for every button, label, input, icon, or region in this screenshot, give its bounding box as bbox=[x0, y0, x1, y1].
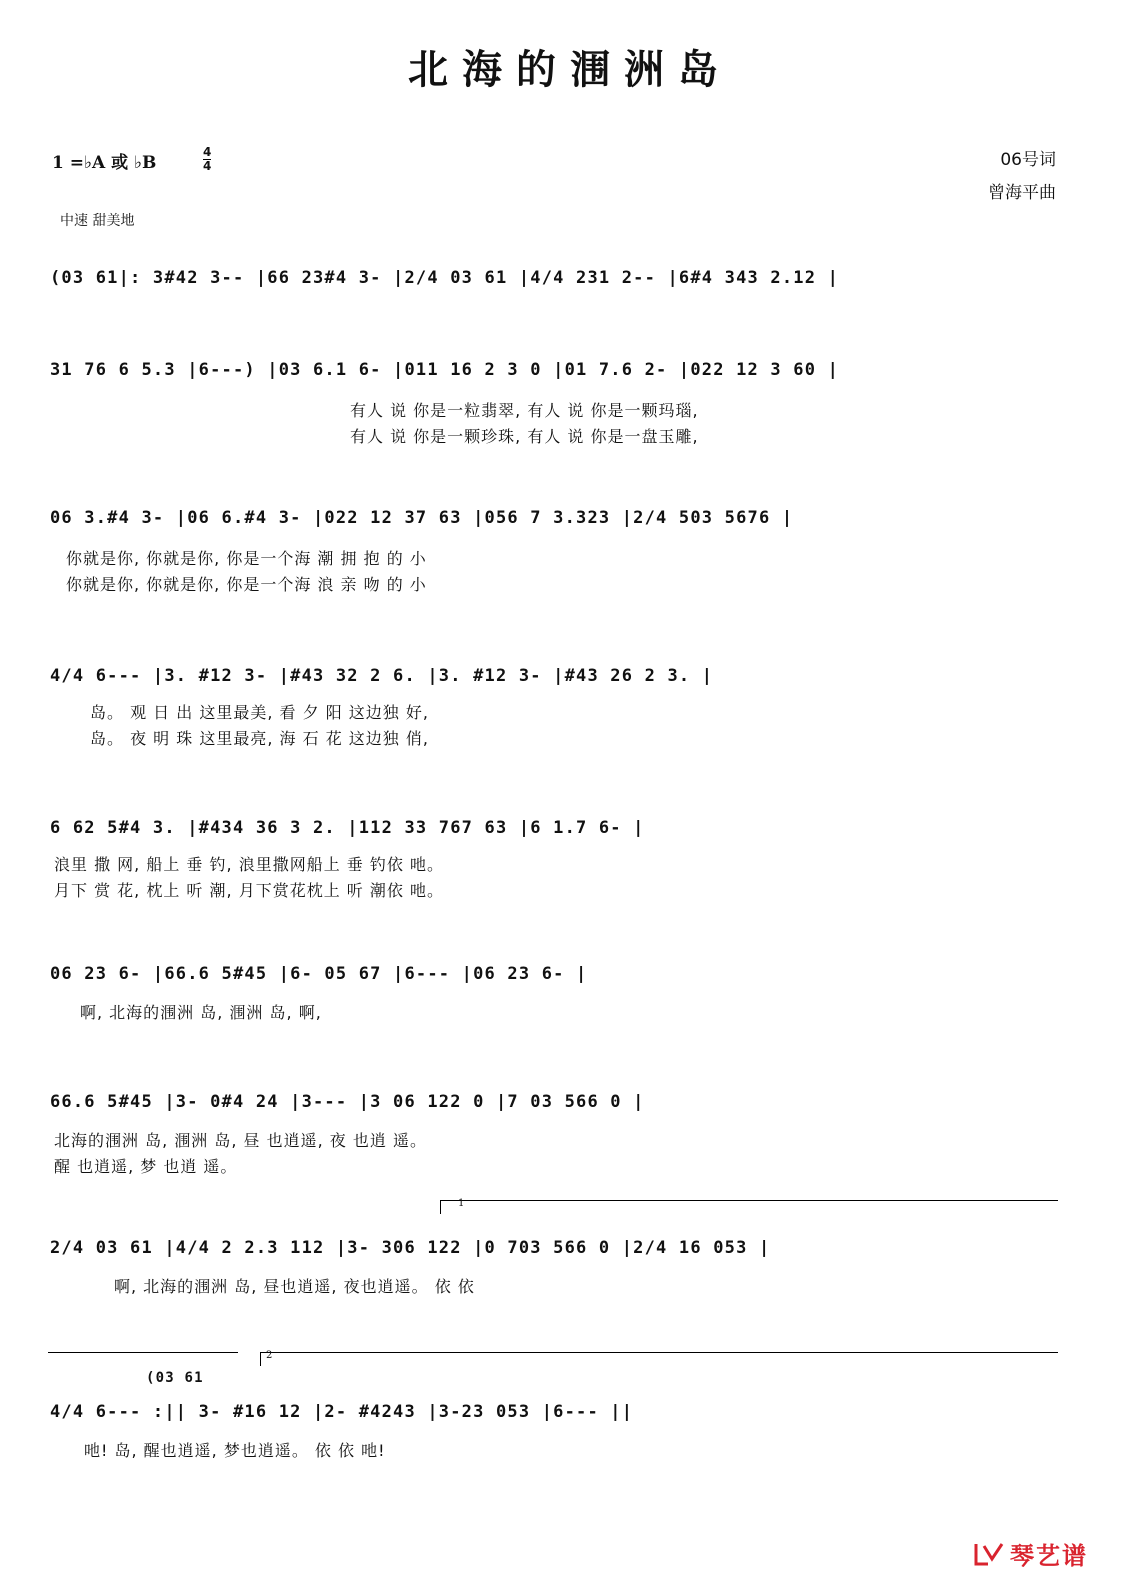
key-signature: 1 =♭A 或 ♭B bbox=[52, 153, 157, 173]
notation-line: 4/4 6--- |3. #12 3- |#43 32 2 6. |3. #12 3- |#43 26 2 3. | bbox=[50, 666, 714, 686]
lyric-verse-1: 啊, 北海的涠洲 岛, 昼也逍遥, 夜也逍遥。 依 依 bbox=[114, 1277, 475, 1296]
second-ending-bracket-tick bbox=[260, 1352, 261, 1366]
first-ending-label: 1 bbox=[458, 1198, 465, 1209]
qinyipu-logo-icon bbox=[974, 1541, 1004, 1567]
page-title: 北海的涠洲岛 bbox=[408, 47, 732, 93]
composer-credit: 曾海平曲 bbox=[988, 183, 1056, 203]
lyric-verse-1: 浪里 撒 网, 船上 垂 钓, 浪里撒网船上 垂 钓依 吔。 bbox=[54, 855, 444, 874]
lyric-verse-1: 北海的涠洲 岛, 涠洲 岛, 昼 也逍遥, 夜 也逍 遥。 bbox=[54, 1131, 427, 1150]
notation-line: 06 3.#4 3- |06 6.#4 3- |022 12 37 63 |056 7 3.323 |2/4 503 5676 | bbox=[50, 508, 794, 528]
lyric-verse-1: 吔! 岛, 醒也逍遥, 梦也逍遥。 依 依 吔! bbox=[84, 1441, 386, 1460]
lyric-verse-2: 你就是你, 你就是你, 你是一个海 浪 亲 吻 的 小 bbox=[66, 575, 427, 594]
lyric-verse-2: 岛。 夜 明 珠 这里最亮, 海 石 花 这边独 俏, bbox=[90, 729, 429, 748]
notation-line: 66.6 5#45 |3- 0#4 24 |3--- |3 06 122 0 |7 03 566 0 | bbox=[50, 1092, 645, 1112]
lyricist-credit: 06号词 bbox=[1000, 150, 1056, 170]
lyric-verse-1: 啊, 北海的涠洲 岛, 涠洲 岛, 啊, bbox=[80, 1003, 322, 1022]
notation-line: 6 62 5#4 3. |#434 36 3 2. |112 33 767 63 |6 1.7 6- | bbox=[50, 818, 645, 838]
time-signature-bottom: 4 bbox=[203, 159, 212, 173]
lyric-verse-1: 有人 说 你是一粒翡翠, 有人 说 你是一颗玛瑙, bbox=[350, 401, 699, 420]
notation-line: 06 23 6- |66.6 5#45 |6- 05 67 |6--- |06 23 6- | bbox=[50, 964, 588, 984]
notation-line: 4/4 6--- :|| 3- #16 12 |2- #4243 |3-23 053 |6--- || bbox=[50, 1402, 634, 1422]
qinyipu-logo bbox=[974, 1536, 1088, 1571]
notation-line: 31 76 6 5.3 |6---) |03 6.1 6- |011 16 2 3 0 |01 7.6 2- |022 12 3 60 | bbox=[50, 360, 840, 380]
second-ending-bracket bbox=[260, 1352, 1058, 1353]
lyric-verse-2: 醒 也逍遥, 梦 也逍 遥。 bbox=[54, 1157, 238, 1176]
notation-line: 2/4 03 61 |4/4 2 2.3 112 |3- 306 122 |0 703 566 0 |2/4 16 053 | bbox=[50, 1238, 771, 1258]
lyric-verse-2: 有人 说 你是一颗珍珠, 有人 说 你是一盘玉雕, bbox=[350, 427, 699, 446]
notation-line: (03 61|: 3#42 3-- |66 23#4 3- |2/4 03 61 |4/4 231 2-- |6#4 343 2.12 | bbox=[50, 268, 840, 288]
logo-text: 琴艺谱 bbox=[1010, 1542, 1088, 1570]
lyric-verse-1: 你就是你, 你就是你, 你是一个海 潮 拥 抱 的 小 bbox=[66, 549, 427, 568]
time-signature bbox=[203, 146, 211, 173]
lyric-verse-1: 岛。 观 日 出 这里最美, 看 夕 阳 这边独 好, bbox=[90, 703, 429, 722]
second-ending-label: 2 bbox=[266, 1350, 273, 1361]
time-signature-top: 4 bbox=[203, 145, 212, 159]
first-ending-bracket bbox=[440, 1200, 1058, 1201]
pickup-notation: (03 61 bbox=[146, 1370, 204, 1386]
lyric-verse-2: 月下 赏 花, 枕上 听 潮, 月下赏花枕上 听 潮依 吔。 bbox=[54, 881, 444, 900]
tempo-marking: 中速 甜美地 bbox=[60, 213, 135, 229]
first-ending-bracket-tick bbox=[440, 1200, 441, 1214]
first-ending-continuation-line bbox=[48, 1352, 238, 1353]
